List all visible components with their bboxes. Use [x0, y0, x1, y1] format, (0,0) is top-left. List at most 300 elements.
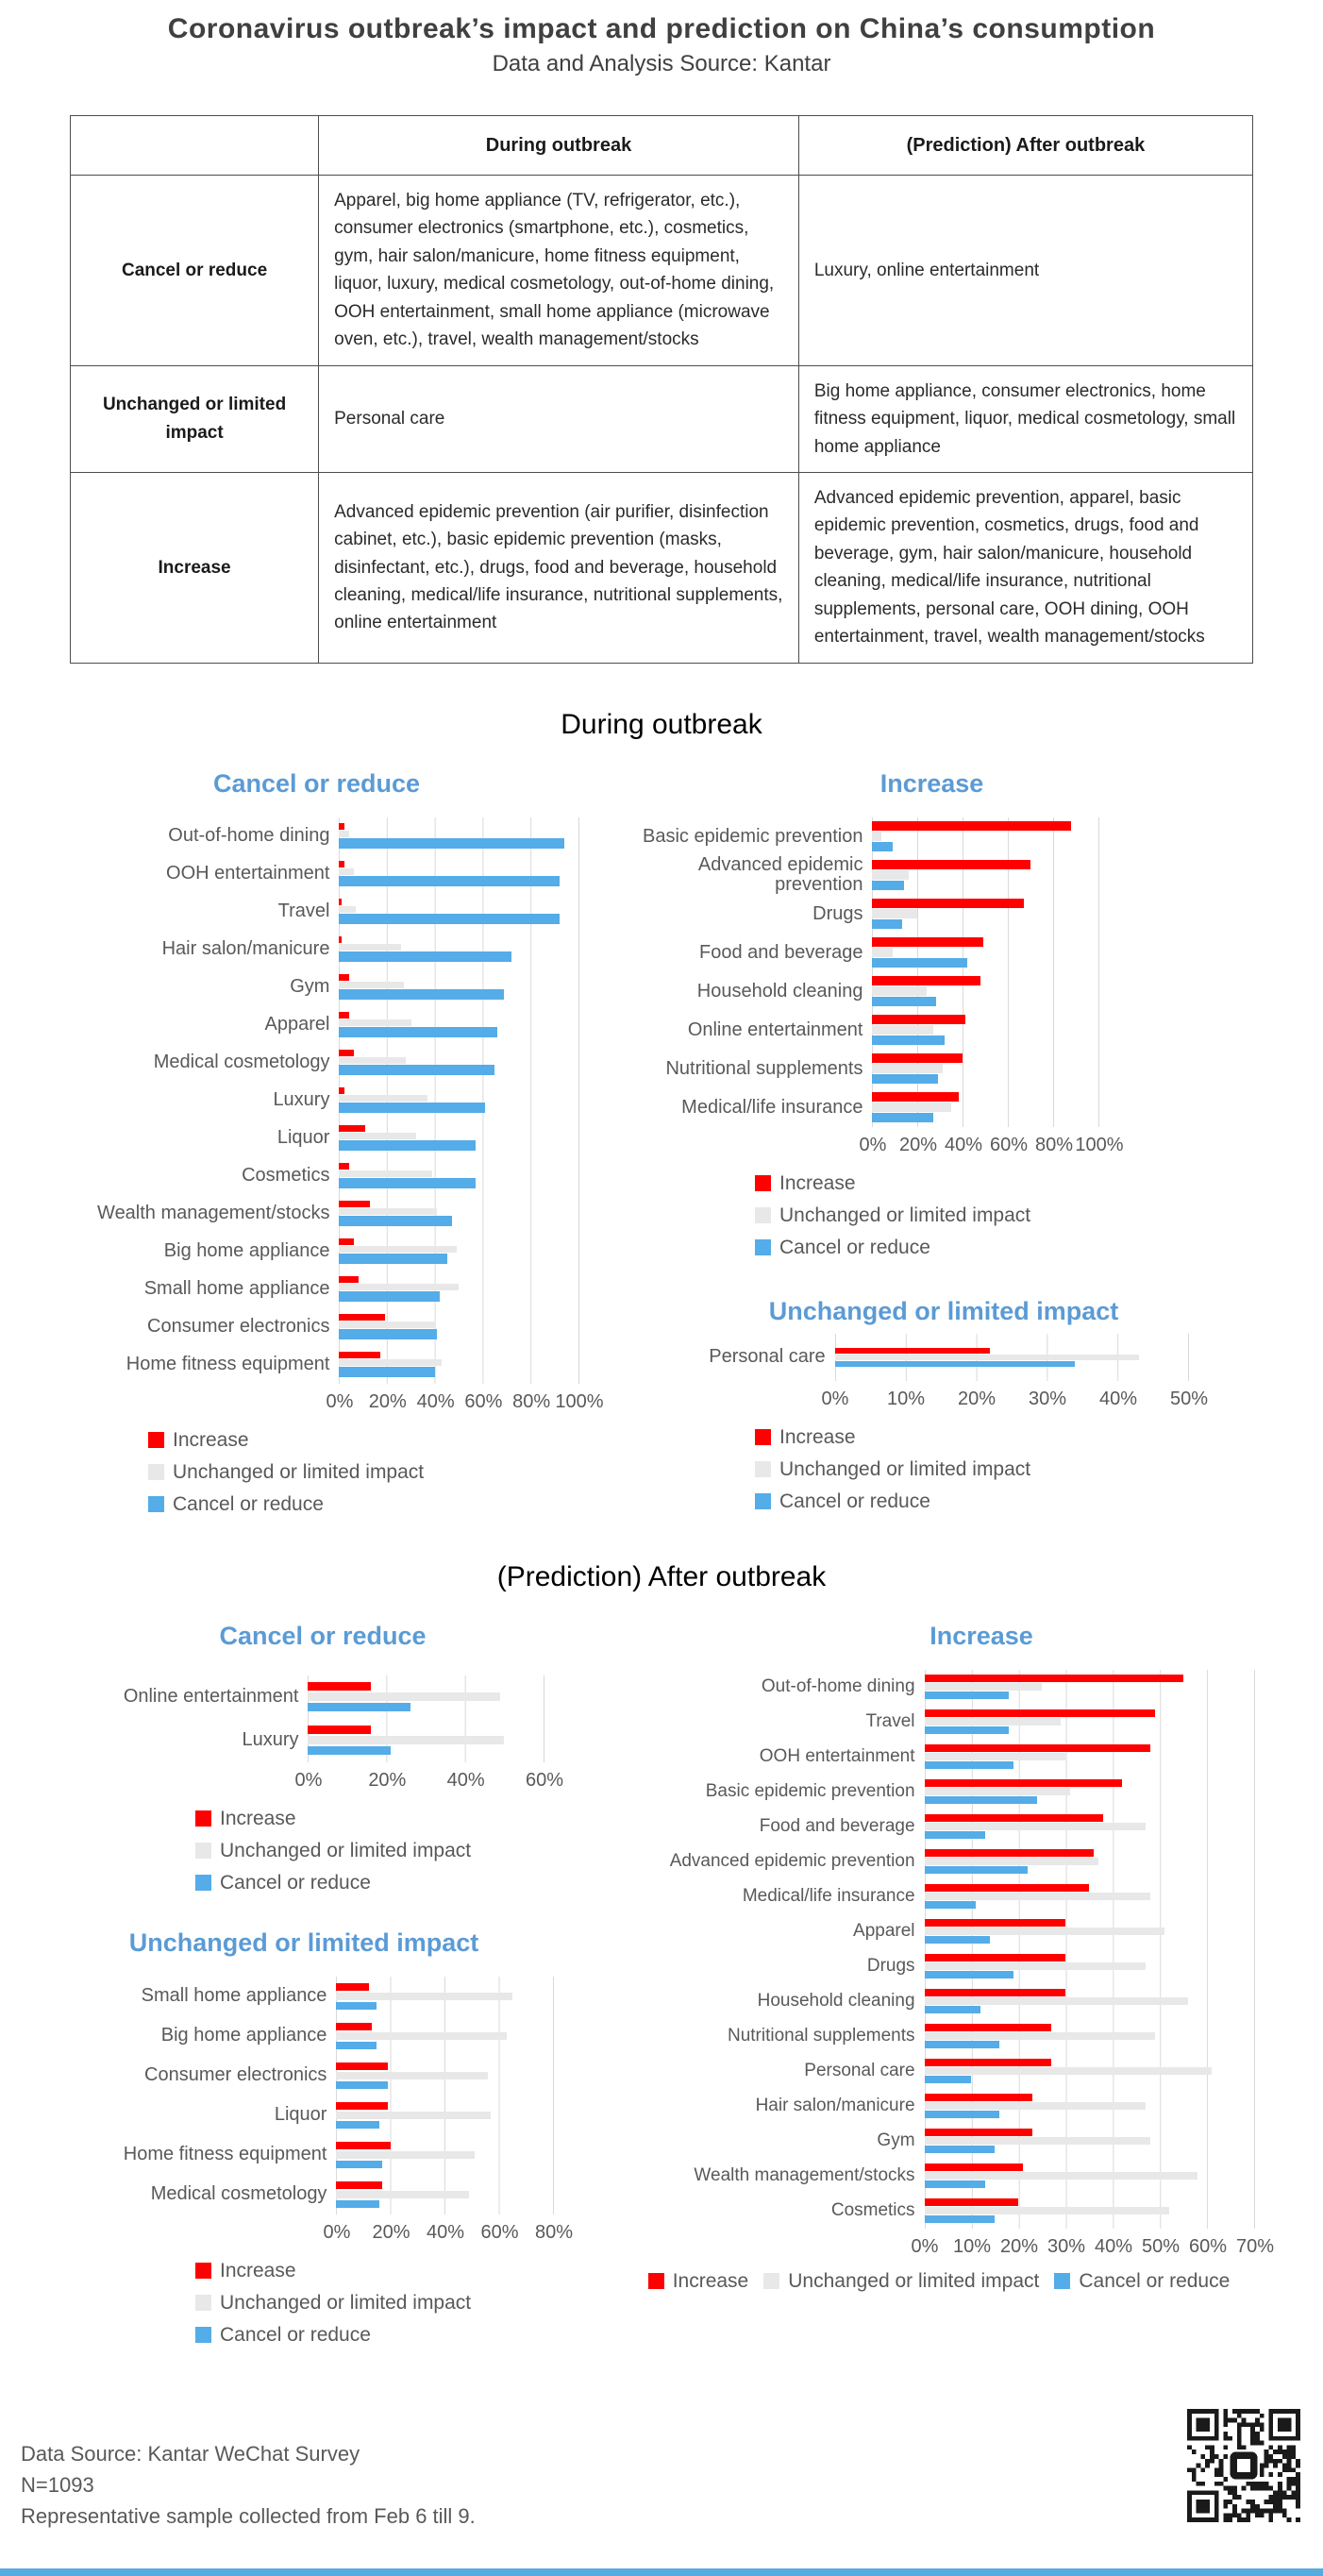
- bar-unchanged: [336, 2151, 474, 2159]
- category-label: Hair salon/manicure: [161, 938, 330, 960]
- legend-item-unchanged: [195, 2292, 554, 2315]
- bar-cancel: [925, 1971, 1014, 1978]
- chart-title: Unchanged or limited impact: [128, 1928, 479, 1957]
- category-label: Big home appliance: [163, 1240, 330, 1262]
- legend-swatch: [755, 1493, 771, 1509]
- chart-row: [54, 1308, 579, 1346]
- table-header-during: During outbreak: [319, 116, 799, 176]
- chart-row: [54, 2016, 554, 2056]
- chart-row: [54, 931, 579, 968]
- chart-during-unchanged: [623, 1296, 1209, 1513]
- category-label: Nutritional supplements: [727, 2026, 915, 2046]
- footer-text: [21, 2438, 476, 2532]
- bar-increase: [925, 1989, 1066, 1996]
- bar-unchanged: [925, 2102, 1147, 2110]
- chart-rows: [623, 817, 1099, 1127]
- chart-title: Increase: [879, 768, 984, 798]
- legend-swatch: [195, 1843, 211, 1859]
- bar-increase: [339, 1012, 348, 1019]
- category-label: Gym: [877, 2130, 915, 2151]
- axis-tick-label: 30%: [1047, 2235, 1086, 2257]
- bar-unchanged: [339, 1170, 432, 1177]
- chart-row: [623, 2159, 1255, 2194]
- bar-unchanged: [925, 2172, 1198, 2180]
- bar-increase: [339, 861, 343, 867]
- category-label: Gym: [290, 976, 330, 998]
- axis-tick-label: 0%: [294, 1769, 323, 1791]
- chart-title: Cancel or reduce: [212, 768, 421, 798]
- chart-after-unchanged: [54, 1928, 574, 2347]
- chart-axis: [911, 2229, 1275, 2261]
- bar-unchanged: [872, 909, 917, 918]
- chart-row: [54, 2056, 554, 2096]
- plot-area: [339, 855, 579, 893]
- bar-increase: [339, 1314, 384, 1321]
- chart-legend: [195, 1808, 544, 1894]
- category-label: Consumer electronics: [144, 2064, 327, 2086]
- axis-tick-label: 30%: [1028, 1388, 1067, 1409]
- cell-unchanged-during: Personal care: [319, 365, 799, 472]
- category-label: Medical cosmetology: [153, 1052, 330, 1073]
- bar-cancel: [336, 2161, 382, 2168]
- bar-cancel: [339, 1216, 451, 1226]
- bar-increase: [925, 2129, 1033, 2136]
- legend-swatch: [148, 1432, 164, 1448]
- category-label: Luxury: [273, 1089, 330, 1111]
- axis-tick-label: 0%: [323, 2221, 351, 2243]
- cell-increase-after: Advanced epidemic prevention, apparel, basic epidemic prevention, cosmetics, drugs, food and beverage, gym, hair salon/manicure, household cleaning, medical/life insurance, nutritional supplements, personal care, OOH dining, OOH entertainment, travel, wealth management/stocks: [798, 472, 1252, 663]
- table-row: [71, 365, 1253, 472]
- legend-swatch: [648, 2273, 664, 2289]
- bar-increase: [339, 1276, 358, 1283]
- bar-cancel: [925, 1761, 1014, 1769]
- chart-legend: [755, 1172, 1099, 1259]
- plot-area: [925, 2019, 1255, 2054]
- category-label: Drugs: [866, 1956, 915, 1977]
- category-label: Home fitness equipment: [126, 1354, 330, 1375]
- row-label-unchanged: Unchanged or limited impact: [71, 365, 319, 472]
- legend-swatch: [195, 1810, 211, 1827]
- legend-label: Unchanged or limited impact: [173, 1460, 425, 1483]
- bar-cancel: [925, 2146, 996, 2153]
- chart-row: [54, 1977, 554, 2016]
- category-label: OOH entertainment: [759, 1746, 915, 1767]
- bar-increase: [339, 1087, 343, 1094]
- table-header-row: [71, 116, 1253, 176]
- category-label: Household cleaning: [757, 1991, 915, 2012]
- legend-swatch: [195, 1875, 211, 1891]
- bar-increase: [872, 860, 1030, 869]
- bar-increase: [925, 2164, 1024, 2171]
- legend-label: Increase: [173, 1428, 249, 1451]
- category-label: Personal care: [804, 2061, 915, 2081]
- chart-rows: [54, 817, 579, 1384]
- category-label: Medical/life insurance: [742, 1886, 915, 1907]
- legend-swatch: [755, 1239, 771, 1255]
- plot-area: [339, 931, 579, 968]
- axis-tick-label: 60%: [480, 2221, 519, 2243]
- plot-area: [339, 1346, 579, 1384]
- plot-area: [336, 2135, 554, 2175]
- legend-item-unchanged: [755, 1204, 1099, 1227]
- category-label: Medical cosmetology: [150, 2183, 327, 2205]
- chart-row: [623, 1088, 1099, 1127]
- chart-row: [54, 1195, 579, 1233]
- chart-row: [54, 2096, 554, 2135]
- bar-unchanged: [336, 2072, 488, 2079]
- bar-increase: [925, 2059, 1052, 2066]
- row-label-cancel: Cancel or reduce: [71, 176, 319, 366]
- bar-unchanged: [925, 1928, 1165, 1935]
- bar-unchanged: [339, 1284, 459, 1290]
- plot-area: [336, 2175, 554, 2214]
- plot-area: [925, 1740, 1255, 1775]
- category-label: Hair salon/manicure: [755, 2096, 915, 2116]
- chart-row: [623, 817, 1099, 856]
- plot-area: [872, 856, 1099, 895]
- bar-unchanged: [925, 2207, 1170, 2214]
- chart-row: [623, 2124, 1255, 2159]
- axis-tick-label: 40%: [416, 1390, 455, 1412]
- plot-area: [308, 1719, 544, 1762]
- legend-label: Unchanged or limited impact: [779, 1457, 1031, 1480]
- plot-area: [339, 1006, 579, 1044]
- bar-cancel: [336, 2081, 388, 2089]
- legend-label: Increase: [779, 1171, 856, 1194]
- legend-label: Unchanged or limited impact: [788, 2269, 1040, 2292]
- bar-unchanged: [925, 1753, 1066, 1760]
- legend-label: Increase: [220, 1807, 296, 1829]
- category-label: Cosmetics: [242, 1165, 330, 1187]
- bar-increase: [925, 2198, 1019, 2206]
- category-label: Cosmetics: [830, 2200, 915, 2221]
- plot-area: [925, 1879, 1255, 1914]
- legend-swatch: [755, 1175, 771, 1191]
- bar-cancel: [872, 919, 901, 929]
- bar-cancel: [339, 914, 559, 924]
- footer: [0, 2409, 1323, 2532]
- chart-row: [54, 1233, 579, 1271]
- chart-row: [54, 968, 579, 1006]
- axis-tick-label: 20%: [368, 1769, 407, 1791]
- category-label: Medical/life insurance: [681, 1096, 863, 1118]
- chart-row: [623, 1949, 1255, 1984]
- chart-row: [623, 2194, 1255, 2229]
- category-label: Wealth management/stocks: [97, 1203, 330, 1224]
- plot-area: [339, 817, 579, 855]
- during-charts-grid: [0, 756, 1323, 1516]
- plot-area: [925, 1810, 1255, 1844]
- category-label: Wealth management/stocks: [694, 2165, 915, 2186]
- bar-unchanged: [339, 1133, 415, 1139]
- chart-row: [623, 1740, 1255, 1775]
- legend-swatch: [755, 1207, 771, 1223]
- bar-cancel: [835, 1361, 1076, 1367]
- plot-area: [835, 1334, 1189, 1381]
- bar-increase: [872, 976, 980, 985]
- bar-unchanged: [925, 2032, 1156, 2040]
- category-label: Small home appliance: [143, 1278, 330, 1300]
- bar-increase: [925, 1744, 1151, 1752]
- bar-cancel: [339, 1329, 437, 1339]
- plot-area: [336, 1977, 554, 2016]
- category-label: Small home appliance: [141, 1985, 327, 2007]
- legend-swatch: [1054, 2273, 1070, 2289]
- chart-rows: [623, 1670, 1255, 2229]
- plot-area: [336, 2096, 554, 2135]
- axis-tick-label: 40%: [1098, 1388, 1138, 1409]
- bar-unchanged: [925, 2067, 1213, 2075]
- category-label: Advanced epidemic prevention: [669, 1851, 915, 1872]
- chart-row: [54, 817, 579, 855]
- category-label: Travel: [865, 1711, 915, 1732]
- bar-cancel: [872, 881, 904, 890]
- after-charts-grid: [0, 1608, 1323, 2347]
- during-right-column: [623, 756, 1323, 1516]
- category-label: Big home appliance: [160, 2025, 327, 2046]
- plot-area: [339, 1271, 579, 1308]
- chart-row: [54, 2135, 554, 2175]
- axis-tick-label: 20%: [372, 2221, 410, 2243]
- bar-unchanged: [872, 1025, 933, 1035]
- axis-tick-label: 0%: [911, 2235, 939, 2257]
- table-header-after: (Prediction) After outbreak: [798, 116, 1252, 176]
- chart-rows: [54, 1675, 544, 1762]
- legend-label: Cancel or reduce: [779, 1236, 930, 1258]
- bar-cancel: [339, 1027, 496, 1037]
- axis-tick-label: 60%: [989, 1134, 1029, 1155]
- category-label: Basic epidemic prevention: [643, 825, 863, 847]
- chart-row: [623, 1984, 1255, 2019]
- legend-item-increase: [148, 1429, 579, 1452]
- bar-increase: [872, 1053, 963, 1063]
- legend-swatch: [763, 2273, 779, 2289]
- footer-data-source: Data Source: Kantar WeChat Survey: [21, 2441, 360, 2466]
- bar-cancel: [308, 1703, 410, 1711]
- chart-row: [54, 1271, 579, 1308]
- bar-cancel: [925, 2006, 981, 2013]
- bar-unchanged: [339, 1322, 434, 1328]
- plot-area: [872, 895, 1099, 934]
- plot-area: [925, 2194, 1255, 2229]
- summary-table: [70, 115, 1253, 664]
- chart-row: [623, 1914, 1255, 1949]
- bar-unchanged: [308, 1692, 500, 1701]
- after-right-column: [623, 1608, 1323, 2347]
- footer-collection-note: Representative sample collected from Feb 6 till 9.: [21, 2503, 476, 2528]
- bar-unchanged: [925, 1997, 1189, 2005]
- bar-cancel: [925, 1796, 1038, 1804]
- chart-row: [623, 934, 1099, 972]
- legend-item-unchanged: [195, 1840, 544, 1862]
- plot-area: [339, 1195, 579, 1233]
- axis-tick-label: 80%: [534, 2221, 574, 2243]
- axis-tick-label: 0%: [821, 1388, 849, 1409]
- bar-unchanged: [872, 1064, 942, 1073]
- bar-unchanged: [308, 1736, 504, 1744]
- axis-tick-label: 40%: [1094, 2235, 1133, 2257]
- legend-label: Cancel or reduce: [173, 1492, 324, 1515]
- plot-area: [339, 1082, 579, 1120]
- bar-cancel: [339, 838, 563, 849]
- legend-item-cancel: [195, 1872, 544, 1894]
- chart-row: [623, 856, 1099, 895]
- legend-item-cancel: [195, 2324, 554, 2347]
- legend-item-unchanged: [763, 2270, 1039, 2293]
- plot-area: [925, 1844, 1255, 1879]
- bar-cancel: [872, 997, 935, 1006]
- bar-increase: [336, 2062, 388, 2070]
- category-label: Apparel: [264, 1014, 330, 1035]
- chart-title: Unchanged or limited impact: [768, 1296, 1119, 1325]
- bar-increase: [308, 1682, 371, 1691]
- category-label: Household cleaning: [696, 980, 863, 1002]
- table-row: [71, 176, 1253, 366]
- bar-cancel: [925, 2180, 986, 2188]
- chart-axis: [294, 1762, 564, 1794]
- category-label: Liquor: [274, 2104, 327, 2126]
- plot-area: [925, 2089, 1255, 2124]
- after-left-column: [0, 1608, 623, 2347]
- bar-cancel: [336, 2002, 377, 2010]
- table-row: [71, 472, 1253, 663]
- chart-after-cancel-or-reduce: [54, 1621, 564, 1894]
- bar-increase: [308, 1726, 371, 1734]
- legend-item-unchanged: [148, 1461, 579, 1484]
- category-label: Consumer electronics: [147, 1316, 330, 1338]
- axis-tick-label: 40%: [944, 1134, 983, 1155]
- plot-area: [339, 1120, 579, 1157]
- plot-area: [925, 1949, 1255, 1984]
- bar-unchanged: [339, 906, 356, 913]
- legend-label: Cancel or reduce: [220, 2323, 371, 2346]
- cell-cancel-after: Luxury, online entertainment: [798, 176, 1252, 366]
- section-heading-during: During outbreak: [561, 708, 762, 740]
- chart-rows: [54, 1977, 554, 2214]
- bar-unchanged: [925, 1823, 1147, 1830]
- plot-area: [339, 1308, 579, 1346]
- chart-row: [623, 1705, 1255, 1740]
- legend-item-cancel: [1054, 2270, 1230, 2293]
- bar-cancel: [339, 1140, 476, 1151]
- legend-label: Cancel or reduce: [1079, 2269, 1231, 2292]
- chart-row: [54, 2175, 554, 2214]
- plot-area: [336, 2056, 554, 2096]
- bar-unchanged: [339, 1095, 427, 1102]
- axis-tick-label: 100%: [555, 1390, 604, 1412]
- axis-tick-label: 70%: [1235, 2235, 1275, 2257]
- bar-cancel: [872, 958, 967, 968]
- bar-unchanged: [339, 982, 403, 988]
- bar-unchanged: [925, 1788, 1071, 1795]
- plot-area: [925, 1914, 1255, 1949]
- plot-area: [308, 1675, 544, 1719]
- bar-increase: [339, 1125, 365, 1132]
- bar-increase: [925, 1814, 1104, 1822]
- legend-swatch: [148, 1464, 164, 1480]
- category-label: Home fitness equipment: [123, 2144, 327, 2165]
- bar-increase: [872, 821, 1071, 831]
- chart-title: Cancel or reduce: [219, 1621, 427, 1650]
- bar-cancel: [339, 1178, 476, 1188]
- category-label: Travel: [277, 901, 330, 922]
- chart-row: [623, 1775, 1255, 1810]
- plot-area: [339, 1157, 579, 1195]
- chart-row: [623, 895, 1099, 934]
- bar-increase: [872, 937, 982, 947]
- bar-cancel: [925, 2076, 972, 2083]
- bar-cancel: [339, 951, 511, 962]
- chart-during-increase: [623, 768, 1124, 1259]
- legend-swatch: [195, 2263, 211, 2279]
- bar-unchanged: [925, 1683, 1043, 1691]
- chart-legend: [755, 1426, 1189, 1513]
- plot-area: [872, 972, 1099, 1011]
- legend-item-unchanged: [755, 1458, 1189, 1481]
- section-heading-after: (Prediction) After outbreak: [496, 1560, 827, 1592]
- bar-cancel: [339, 876, 559, 886]
- bar-unchanged: [339, 831, 348, 837]
- chart-after-increase: [623, 1621, 1275, 2293]
- axis-tick-label: 10%: [952, 2235, 992, 2257]
- axis-tick-label: 60%: [525, 1769, 564, 1791]
- chart-legend: [623, 2270, 1255, 2293]
- bar-cancel: [925, 1936, 991, 1944]
- chart-row: [54, 1120, 579, 1157]
- bar-cancel: [336, 2200, 379, 2208]
- bar-unchanged: [339, 1359, 442, 1366]
- plot-area: [339, 893, 579, 931]
- bar-increase: [872, 899, 1023, 908]
- bar-cancel: [872, 842, 893, 851]
- bar-cancel: [339, 1065, 494, 1075]
- bar-cancel: [336, 2121, 379, 2129]
- cell-increase-during: Advanced epidemic prevention (air purifier, disinfection cabinet, etc.), basic epidemic prevention (masks, disinfectant, etc.), drugs, food and beverage, household cleaning, medical/life insurance, nutritional supplements, online entertainment: [319, 472, 799, 663]
- chart-row: [623, 1334, 1189, 1381]
- bar-cancel: [339, 1291, 439, 1302]
- plot-area: [925, 2054, 1255, 2089]
- cell-unchanged-after: Big home appliance, consumer electronics, home fitness equipment, liquor, medical cosmetology, small home appliance: [798, 365, 1252, 472]
- axis-tick-label: 80%: [1034, 1134, 1074, 1155]
- bar-increase: [336, 2023, 371, 2030]
- bar-increase: [339, 936, 342, 943]
- bar-unchanged: [835, 1355, 1139, 1360]
- legend-item-increase: [755, 1426, 1189, 1449]
- plot-area: [925, 1670, 1255, 1705]
- category-label: Food and beverage: [699, 941, 863, 963]
- axis-tick-label: 40%: [426, 2221, 465, 2243]
- bar-cancel: [925, 1866, 1029, 1874]
- chart-row: [623, 2019, 1255, 2054]
- bar-unchanged: [925, 2137, 1151, 2145]
- chart-row: [623, 1670, 1255, 1705]
- legend-item-increase: [648, 2270, 749, 2293]
- chart-legend: [195, 2260, 554, 2347]
- legend-label: Increase: [220, 2259, 296, 2281]
- legend-swatch: [755, 1429, 771, 1445]
- footer-sample-size: N=1093: [21, 2472, 94, 2497]
- chart-row: [54, 1675, 544, 1719]
- bar-increase: [336, 2142, 390, 2149]
- axis-tick-label: 100%: [1075, 1134, 1124, 1155]
- legend-item-increase: [195, 2260, 554, 2282]
- bar-unchanged: [339, 1019, 410, 1026]
- plot-area: [872, 1050, 1099, 1088]
- legend-item-cancel: [755, 1237, 1099, 1259]
- bar-increase: [925, 1919, 1066, 1927]
- legend-label: Increase: [779, 1425, 856, 1448]
- plot-area: [339, 968, 579, 1006]
